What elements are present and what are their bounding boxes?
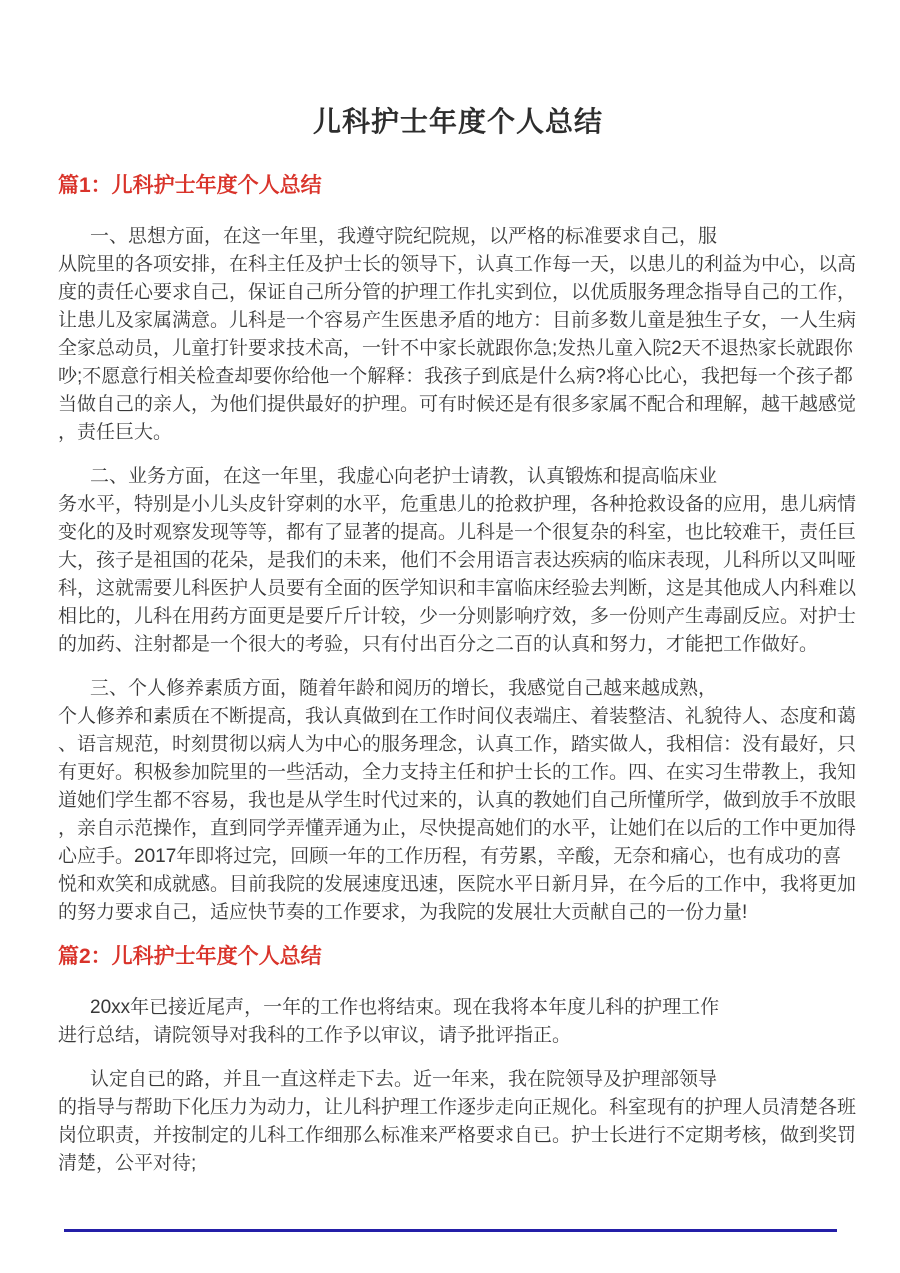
section-2	[58, 943, 858, 1178]
section-1-heading: 篇1：儿科护士年度个人总结	[58, 174, 322, 197]
section-1-paragraph-2	[58, 463, 858, 659]
paragraph-continuation: 务水平，特别是小儿头皮针穿刺的水平，危重患儿的抢救护理，各种抢救设备的应用，患儿病情变化的及时观察发现等等，都有了显著的提高。儿科是一个很复杂的科室，也比较难干，责任巨大，孩子是祖国的花朵，是我们的未来，他们不会用语言表达疾病的临床表现，儿科所以又叫哑科，这就需要儿科医护人员要有全面的医学知识和丰富临床经验去判断，这是其他成人内科难以相比的，儿科在用药方面更是要斤斤计较，少一分则影响疗效，多一份则产生毒副反应。对护士的加药、注射都是一个很大的考验，只有付出百分之二百的认真和努力，才能把工作做好。	[58, 494, 857, 655]
section-1	[58, 172, 858, 927]
paragraph-first-line: 二、业务方面，在这一年里，我虚心向老护士请教，认真锻炼和提高临床业	[90, 466, 718, 487]
bottom-divider-line	[64, 1229, 837, 1232]
section-2-paragraph-1	[58, 994, 858, 1050]
page-title: 儿科护士年度个人总结	[312, 106, 603, 137]
paragraph-first-line: 认定自已的路，并且一直这样走下去。近一年来，我在院领导及护理部领导	[90, 1069, 718, 1090]
paragraph-first-line: 一、思想方面，在这一年里，我遵守院纪院规，以严格的标准要求自己，服	[90, 226, 718, 247]
paragraph-continuation: 进行总结，请院领导对我科的工作予以审议，请予批评指正。	[58, 1025, 572, 1046]
section-1-paragraph-3	[58, 675, 858, 927]
paragraph-first-line: 20xx年已接近尾声，一年的工作也将结束。现在我将本年度儿科的护理工作	[90, 997, 720, 1018]
paragraph-first-line: 三、个人修养素质方面，随着年龄和阅历的增长，我感觉自己越来越成熟，	[90, 678, 718, 699]
paragraph-continuation: 个人修养和素质在不断提高，我认真做到在工作时间仪表端庄、着装整洁、礼貌待人、态度和蔼、语言规范，时刻贯彻以病人为中心的服务理念，认真工作，踏实做人，我相信：没有最好，只有更好。积极参加院里的一些活动，全力支持主任和护士长的工作。四、在实习生带教上，我知道她们学生都不容易，我也是从学生时代过来的，认真的教她们自己所懂所学，做到放手不放眼，亲自示范操作，直到同学弄懂弄通为止，尽快提高她们的水平，让她们在以后的工作中更加得心应手。2017年即将过完，回顾一年的工作历程，有劳累，辛酸，无奈和痛心，也有成功的喜悦和欢笑和成就感。目前我院的发展速度迅速，医院水平日新月异，在今后的工作中，我将更加的努力要求自己，适应快节奏的工作要求，为我院的发展壮大贡献自己的一份力量!	[58, 706, 857, 923]
section-1-paragraph-1	[58, 223, 858, 447]
paragraph-continuation: 从院里的各项安排，在科主任及护士长的领导下，认真工作每一天，以患儿的利益为中心，以高度的责任心要求自己，保证自己所分管的护理工作扎实到位，以优质服务理念指导自己的工作，让患儿及家属满意。儿科是一个容易产生医患矛盾的地方：目前多数儿童是独生子女，一人生病全家总动员，儿童打针要求技术高，一针不中家长就跟你急;发热儿童入院2天不退热家长就跟你吵;不愿意行相关检查却要你给他一个解释：我孩子到底是什么病?将心比心，我把每一个孩子都当做自己的亲人，为他们提供最好的护理。可有时候还是有很多家属不配合和理解，越干越感觉，责任巨大。	[58, 254, 857, 443]
paragraph-continuation: 的指导与帮助下化压力为动力，让儿科护理工作逐步走向正规化。科室现有的护理人员清楚各班岗位职责，并按制定的儿科工作细那么标准来严格要求自已。护士长进行不定期考核，做到奖罚清楚，公平对待;	[58, 1097, 857, 1174]
section-2-paragraph-2	[58, 1066, 858, 1178]
section-2-heading: 篇2：儿科护士年度个人总结	[58, 945, 322, 968]
